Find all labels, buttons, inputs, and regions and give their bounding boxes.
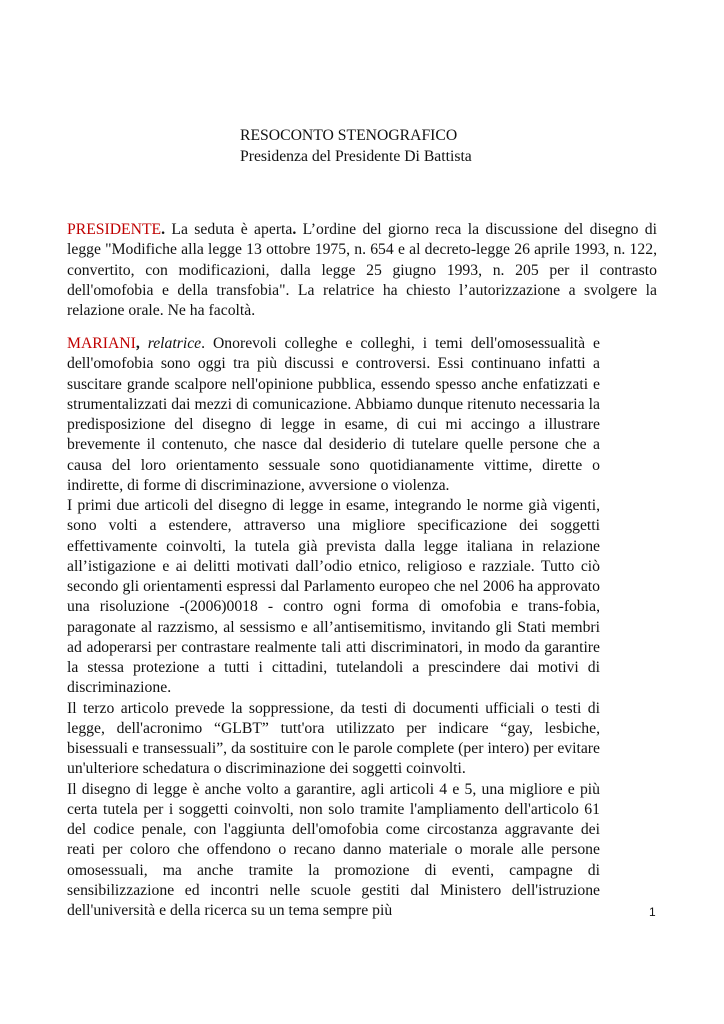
speaker-name: MARIANI [67, 335, 136, 352]
paragraph-text: . Onorevoli colleghe e colleghi, i temi dell'omosessualità e dell'omofobia sono oggi tra più discussi e controversi. Essi continuano infatti a suscitare grande scalpore nell'opinione pubblica, essendo spesso anche enfatizzati e strumentalizzati dai mezzi di comunicazione. Abbiamo dunque ritenuto necessaria la predisposizione del disegno di legge in esame, di cui mi accingo a illustrare brevemente il contenuto, che nasce dal desiderio di tutelare quelle persone che a causa del loro orientamento sessuale sono quotidianamente vittime, dirette o indirette, di forme di discriminazione, avversione o violenza. [67, 335, 600, 494]
paragraph-text: I primi due articoli del disegno di legge in esame, integrando le norme già vigenti, sono volti a estendere, attraverso una migliore specificazione dei soggetti effettivamente coinvolti, la tutela già prevista dalla legge italiana in relazione all’istigazione e ai delitti motivati dall’odio etnico, religioso e razziale. Tutto ciò secondo gli orientamenti espressi dal Parlamento europeo che nel 2006 ha approvato una risoluzione -(2006)0018 - contro ogni forma di omofobia e trans-fobia, paragonate al razzismo, al sessismo e all’antisemitismo, invitando gli Stati membri ad adoperarsi per contrastare realmente tali atti discriminatori, in modo da garantire la stessa protezione a tutti i cittadini, tutelandoli a prescindere dai motivi di discriminazione. [67, 497, 600, 697]
speaker-punctuation: , [135, 335, 140, 352]
speaker-name: PRESIDENTE [67, 221, 162, 238]
paragraph-text: L’ordine del giorno reca la discussione del disegno di legge "Modifiche alla legge 13 ottobre 1975, n. 654 e al decreto-legge 26 aprile 1993, n. 122, convertito, con modificazioni, dalla legge 25 giugno 1993, n. 205 per il contrasto dell'omofobia e della transfobia". La relatrice ha chiesto l’autorizzazione a svolgere la relazione orale. Ne ha facoltà. [67, 221, 657, 319]
speaker-role: relatrice [147, 335, 202, 352]
speaker-punctuation: . [161, 221, 166, 238]
document-title: RESOCONTO STENOGRAFICO [240, 127, 458, 144]
document-subtitle: Presidenza del Presidente Di Battista [240, 148, 472, 165]
sentence-punctuation: . [292, 221, 297, 238]
paragraph-text: Il disegno di legge è anche volto a garantire, agli articoli 4 e 5, una migliore e più certa tutela per i soggetti coinvolti, non solo tramite l'ampliamento dell'articolo 61 del codice penale, con l'aggiunta dell'omofobia come circostanza aggravante dei reati per coloro che offendono o recano danno materiale o morale alle persone omosessuali, ma anche tramite la promozione di eventi, campagne di sensibilizzazione ed incontri nelle scuole gestiti dal Ministero dell'istruzione dell'università e della ricerca su un tema sempre più [67, 780, 600, 919]
paragraph-mariani [67, 334, 600, 921]
page-number: 1 [649, 905, 656, 919]
paragraph-presidente [67, 220, 657, 321]
paragraph-text: La seduta è aperta [165, 221, 293, 238]
paragraph-text: Il terzo articolo prevede la soppressione, da testi di documenti ufficiali o testi di legge, dell'acronimo “GLBT” tutt'ora utilizzato per indicare “gay, lesbiche, bisessuali e transessuali”, da sostituire con le parole complete (per intero) per evitare un'ulteriore schedatura o discriminazione dei soggetti coinvolti. [67, 699, 600, 778]
document-header [240, 125, 472, 167]
